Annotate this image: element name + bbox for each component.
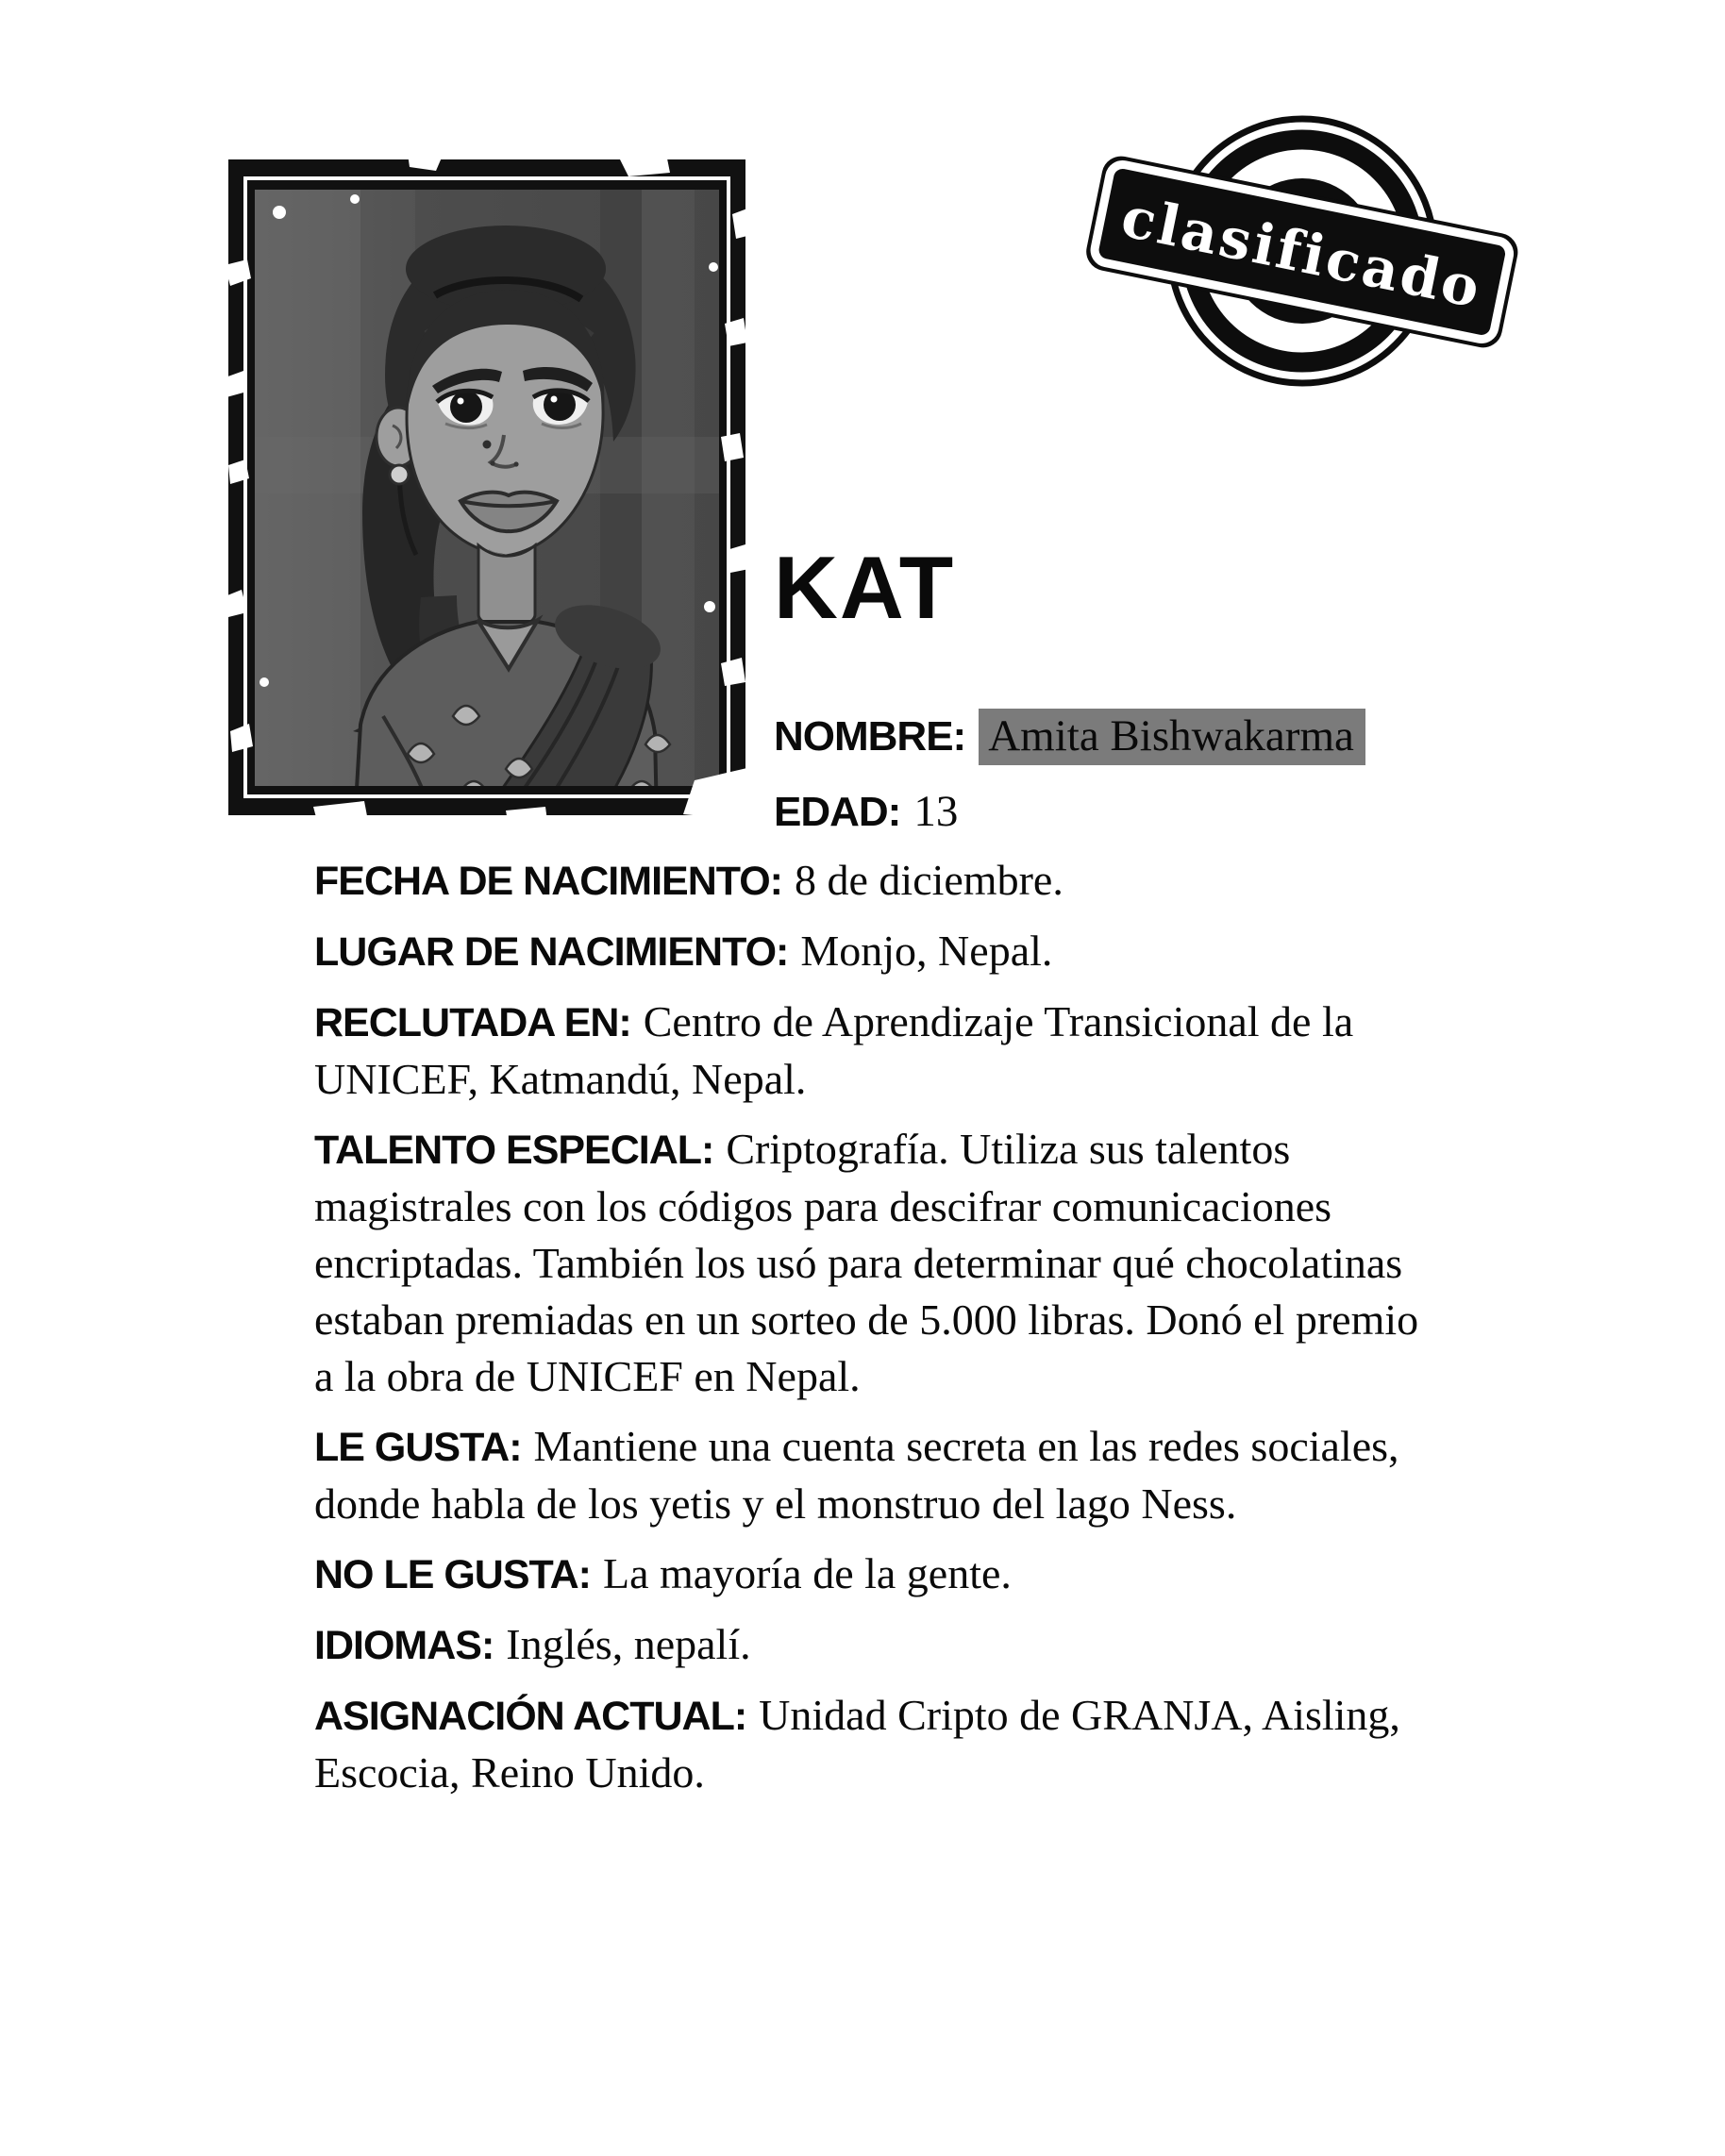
field-label: RECLUTADA EN: [314, 1000, 631, 1045]
clasificado-stamp [1085, 92, 1521, 415]
stamp-label: clasificado [1115, 184, 1488, 321]
field-label: LUGAR DE NACIMIENTO: [314, 929, 789, 975]
field-no-le-gusta [314, 1546, 1439, 1603]
field-idiomas [314, 1616, 1439, 1674]
field-reclutada-en [314, 994, 1439, 1108]
field-value: Unidad Cripto de GRANJA, Aisling, Escocia, Reino Unido. [314, 1691, 1400, 1797]
age-label: EDAD: [774, 789, 901, 835]
field-label: IDIOMAS: [314, 1623, 494, 1668]
field-value: Monjo, Nepal. [800, 927, 1053, 975]
field-label: NO LE GUSTA: [314, 1552, 591, 1597]
field-value: Criptografía. Utiliza sus talentos magistrales con los códigos para descifrar comunicaciones encriptadas. También los usó para determinar qué chocolatinas estaban premiadas en un sorteo de 5.000 libras. Donó el premio a la obra de UNICEF en Nepal. [314, 1125, 1419, 1400]
name-row [774, 710, 1365, 761]
field-value: La mayoría de la gente. [602, 1549, 1012, 1597]
portrait-illustration [223, 154, 751, 821]
field-label: LE GUSTA: [314, 1425, 522, 1470]
field-fecha-de-nacimiento [314, 852, 1439, 910]
field-lugar-de-nacimiento [314, 923, 1439, 980]
field-value: Centro de Aprendizaje Transicional de la UNICEF, Katmandú, Nepal. [314, 997, 1354, 1103]
portrait-photo [223, 154, 751, 821]
field-talento-especial [314, 1121, 1439, 1405]
field-label: TALENTO ESPECIAL: [314, 1128, 714, 1173]
field-label: ASIGNACIÓN ACTUAL: [314, 1694, 747, 1739]
field-asignacion-actual [314, 1687, 1439, 1801]
page-title: KAT [774, 538, 956, 637]
field-value: Mantiene una cuenta secreta en las redes sociales, donde habla de los yetis y el monstruo del lago Ness. [314, 1422, 1399, 1528]
age-row [774, 786, 958, 837]
field-le-gusta [314, 1418, 1439, 1532]
stamp-seal-icon [1085, 92, 1521, 415]
field-label: FECHA DE NACIMIENTO: [314, 859, 782, 904]
field-value: Inglés, nepalí. [506, 1620, 751, 1668]
name-value-highlighted: Amita Bishwakarma [979, 709, 1365, 765]
name-label: NOMBRE: [774, 713, 966, 760]
field-value: 8 de diciembre. [795, 856, 1063, 904]
age-value: 13 [913, 787, 959, 836]
profile-fields [314, 852, 1439, 1814]
